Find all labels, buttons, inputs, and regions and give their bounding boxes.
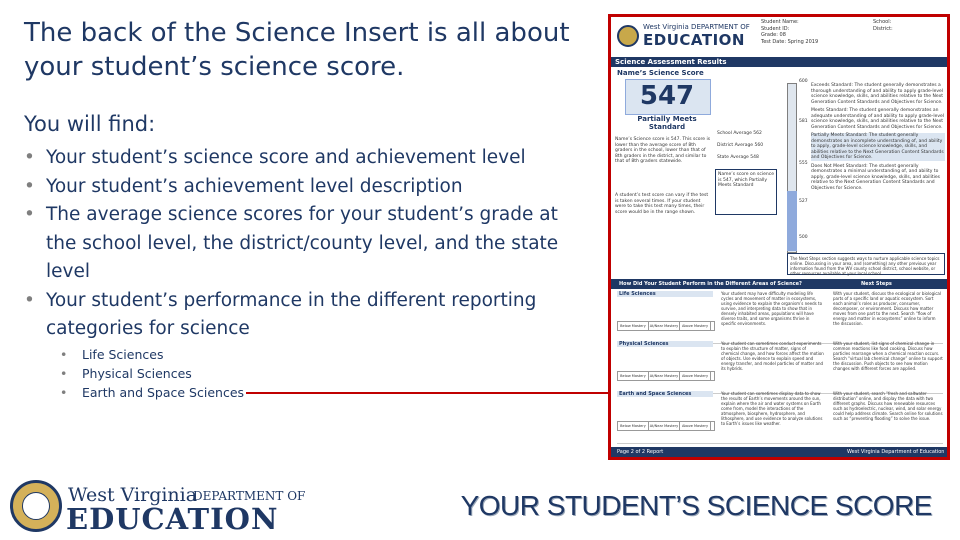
tick-label: 600 [799, 79, 808, 84]
results-band: Science Assessment Results [611, 57, 947, 67]
score-label: Name’s Science Score [617, 69, 704, 77]
tick-label: 555 [799, 161, 808, 166]
categories-band-title: How Did Your Student Perform in the Different Areas of Science? [619, 281, 802, 287]
tick-label: 500 [799, 235, 808, 240]
bullet-item: • Your student’s achievement level description [24, 173, 584, 202]
tick-label: 527 [799, 199, 808, 204]
slide-headline: YOUR STUDENT’S SCIENCE SCORE [460, 490, 932, 521]
footer-left: Page 2 of 2 Report [617, 449, 664, 455]
science-insert-image [608, 14, 950, 460]
slide-title: The back of the Science Insert is all about your student’s science score. [24, 18, 570, 82]
meta-label: Student ID: [761, 25, 790, 32]
meta-label: District: [873, 25, 893, 32]
category-levels: Below Mastery At/Near Mastery Above Mastery [617, 371, 715, 381]
insert-meta-right [873, 19, 893, 32]
school-average: School Average 562 [717, 131, 762, 136]
meta-label: Test Date: Spring 2019 [761, 38, 819, 45]
meta-label: Student Name: [761, 19, 799, 25]
bullet-item: • The average science scores for your student’s grade at the school level, the district/county level, and the state level [24, 201, 584, 287]
level-description: Does Not Meet Standard: The student generally demonstrates a minimal understanding of, and ability to apply, grade-level science knowledge, skills, and abilities relative to the Next Generation Content Standards and Objectives for Science. [811, 163, 940, 191]
level-description: Meets Standard: The student generally demonstrates an adequate understanding of and ability to apply grade-level science knowledge, skills, and abilities relative to the Next Generation Content Standards and Objectives for Science. [811, 108, 945, 130]
category-desc: Your student may have difficulty modeling life cycles and movement of matter in ecosystems, using evidence to explain the organism’s needs to survive, and interpreting data to show that in densely inhabited areas, populations will have diverse traits, and some organisms thrive in specific environments. [721, 291, 823, 326]
insert-meta [761, 19, 818, 45]
category-name: Earth and Space Sciences [617, 391, 713, 397]
connector-line [246, 392, 608, 394]
category-section [617, 341, 943, 394]
category-levels: Below Mastery At/Near Mastery Above Mastery [617, 321, 715, 331]
note-paragraph: A student’s test score can vary if the test is taken several times. If your student were to take this test many times, their score would be in the range shown. [615, 193, 709, 215]
brand-department: DEPARTMENT OF [193, 489, 306, 503]
brand-education: EDUCATION [66, 502, 279, 536]
bullet-item: • Your student’s science score and achievement level [24, 144, 584, 173]
footer-right: West Virginia Department of Education [847, 449, 945, 455]
category-desc: Your student can sometimes conduct experiments to explain the structure of matter, signs of chemical change, and how forces affect the motion of objects. Use evidence to explain speed and energy transfer, and model particles of matter and its hybrids. [721, 341, 824, 371]
wv-seal-icon [617, 25, 639, 47]
category-name: Physical Sciences [617, 341, 713, 347]
sub-bullet-item: • Physical Sciences [60, 364, 244, 383]
category-levels: Below Mastery At/Near Mastery Above Mastery [617, 421, 715, 431]
insert-header [611, 17, 947, 57]
category-desc: Your student can sometimes display data to show the results of Earth’s movements around the sun, explain where the air and water systems on Earth come from, model the interactions of the atmosphere, biosphere, hydrosphere, and lithosphere, and use evidence to analyze solutions to Earth’s issues like weather. [721, 391, 823, 426]
meta-label: Grade: 08 [761, 32, 786, 38]
category-next: With your student, discuss the ecological or biological parts of a specific land or aquatic ecosystem. Sort each animal’s roles as producer, consumer, decomposer, or environment. Discuss how matter moves from one part to the next. Search “flow of energy and matter in ecosystems” online to inform the discussion. [833, 291, 941, 326]
score-callout: Name’s score on science is 547, which Partially Meets Standard [715, 169, 777, 215]
level-description: Exceeds Standard: The student generally demonstrates a thorough understanding of and ability to apply grade-level science knowledge, skills, and abilities relative to the Next Generation Content Standards and Objectives for Science. [811, 83, 944, 105]
level-description: Partially Meets Standard: The student generally demonstrates an incomplete understanding of, and ability to apply, grade-level science knowledge, skills, and abilities relative to the Next Generation Content Standards and Objectives for Science. [811, 133, 944, 160]
score-value: 547 [639, 81, 695, 111]
sub-bullet-item: • Earth and Space Sciences [60, 383, 244, 402]
district-average: District Average 560 [717, 143, 764, 148]
insert-state: West Virginia DEPARTMENT OF [643, 23, 750, 31]
category-name: Life Sciences [617, 291, 713, 297]
category-section [617, 291, 943, 344]
score-paragraph: Name’s Science score is 547. This score is lower than the average score of 8th graders in the school, lower than that of 8th graders in the district, and similar to that of 8th graders statewide. [615, 137, 711, 164]
category-next: With your student, list signs of chemical change in common reactions like food cooking. Discuss how particles rearrange when a chemical reaction occurs. Search “virtual lab chemical change” online to support the discussion. Push objects to see how motion changes with different forces are applied. [833, 341, 943, 371]
insert-education: EDUCATION [643, 31, 745, 49]
next-steps-note: The Next Steps section suggests ways to nurture applicable science topics online. Discussing in your area, and (something) any other previous year information found from the WV county school district, school website, or other resources available at your local school. [787, 253, 945, 275]
level-descriptions [811, 83, 945, 194]
find-label: You will find: [24, 112, 156, 136]
categories-band [611, 279, 947, 289]
tick-label: 581 [799, 119, 808, 124]
bullet-list [24, 144, 584, 344]
sub-bullet-item: • Life Sciences [60, 345, 244, 364]
next-steps-title: Next Steps [861, 281, 892, 287]
score-bar-fill [787, 191, 797, 251]
state-average: State Average 548 [717, 155, 759, 160]
insert-footer [611, 447, 947, 457]
bullet-item: • Your student’s performance in the different reporting categories for science [24, 287, 584, 344]
seal-center-icon [22, 492, 50, 520]
brand-state: West Virginia [68, 484, 198, 506]
meta-label: School: [873, 19, 892, 25]
sub-bullet-list [60, 345, 244, 402]
category-next: With your student, search “fresh and saltwater distribution” online, and display the data with two different graphs. Discuss how renewable resources such as hydroelectric, nuclear, wind, and solar energy could help address climate. Search online for solutions such as “preventing flooding” to solve the issue. [833, 391, 943, 421]
achievement-level: Partially Meets Standard [637, 115, 697, 131]
category-section [617, 391, 943, 444]
